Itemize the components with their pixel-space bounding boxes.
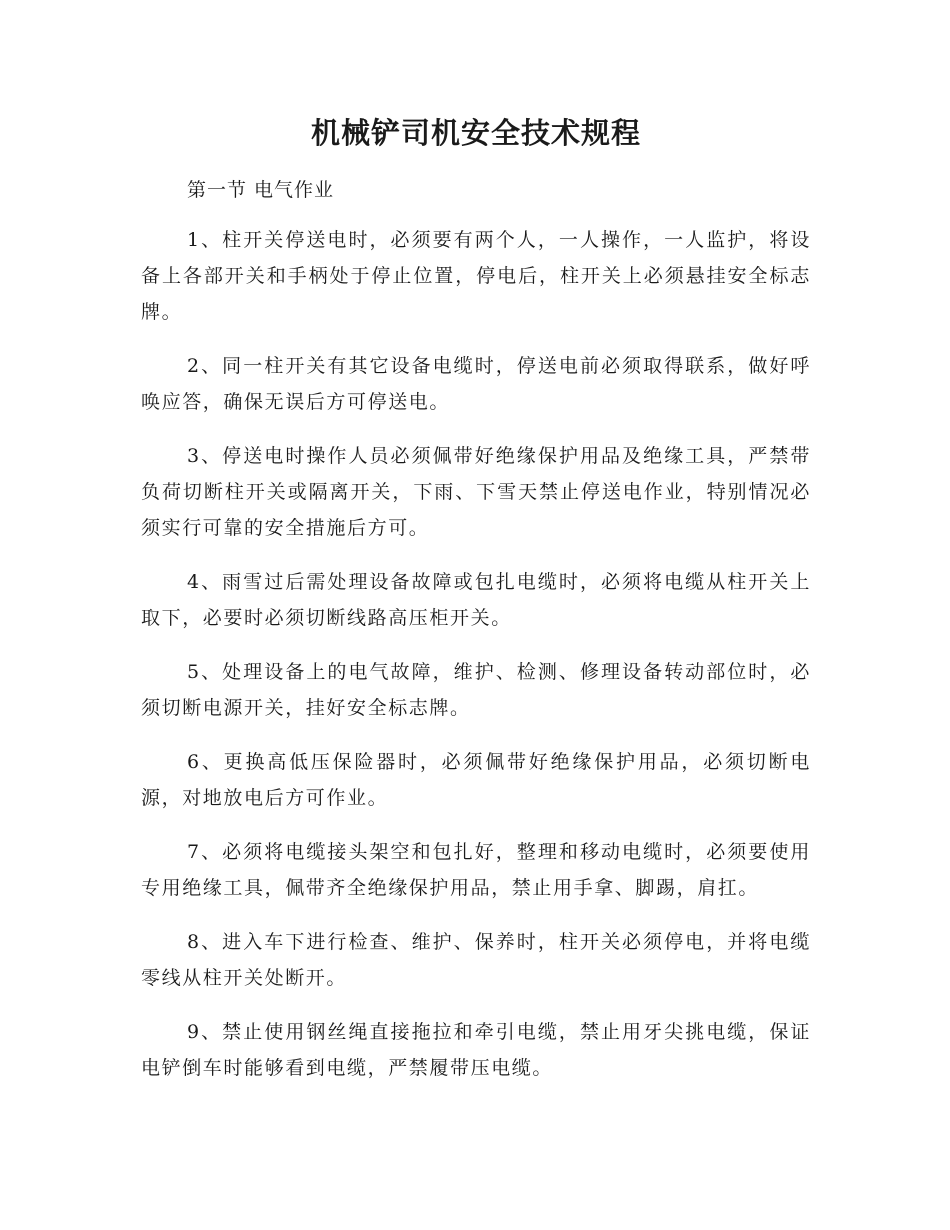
paragraph-6: 6、更换高低压保险器时，必须佩带好绝缘保护用品，必须切断电源，对地放电后方可作业。 — [141, 751, 811, 809]
paragraph-8: 8、进入车下进行检查、维护、保养时，柱开关必须停电，并将电缆零线从柱开关处断开。 — [141, 931, 811, 989]
paragraph-4: 4、雨雪过后需处理设备故障或包扎电缆时，必须将电缆从柱开关上取下，必要时必须切断线路高压柜开关。 — [141, 571, 811, 629]
paragraph-7: 7、必须将电缆接头架空和包扎好，整理和移动电缆时，必须要使用专用绝缘工具，佩带齐全绝缘保护用品，禁止用手拿、脚踢，肩扛。 — [141, 841, 811, 899]
document-page — [141, 112, 811, 1104]
paragraph-3: 3、停送电时操作人员必须佩带好绝缘保护用品及绝缘工具，严禁带负荷切断柱开关或隔离开关，下雨、下雪天禁止停送电作业，特别情况必须实行可靠的安全措施后方可。 — [141, 445, 811, 539]
section-heading: 第一节 电气作业 — [187, 179, 335, 201]
paragraph-2: 2、同一柱开关有其它设备电缆时，停送电前必须取得联系，做好呼唤应答，确保无误后方可停送电。 — [141, 355, 811, 413]
document-title: 机械铲司机安全技术规程 — [310, 116, 641, 150]
paragraph-9: 9、禁止使用钢丝绳直接拖拉和牵引电缆，禁止用牙尖挑电缆，保证电铲倒车时能够看到电缆，严禁履带压电缆。 — [141, 1021, 811, 1079]
paragraph-5: 5、处理设备上的电气故障，维护、检测、修理设备转动部位时，必须切断电源开关，挂好安全标志牌。 — [141, 661, 811, 719]
paragraph-1: 1、柱开关停送电时，必须要有两个人，一人操作，一人监护，将设备上各部开关和手柄处于停止位置，停电后，柱开关上必须悬挂安全标志牌。 — [141, 229, 811, 323]
